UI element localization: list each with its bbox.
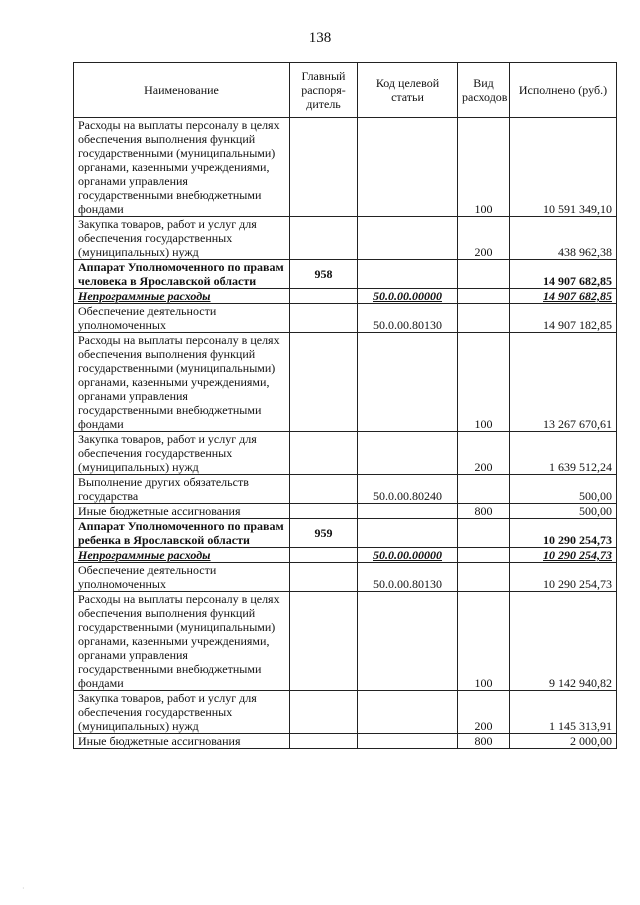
row-amount-cell: 14 907 682,85 [510, 260, 617, 289]
table-row [74, 592, 617, 691]
row-amount-cell: 14 907 182,85 [510, 304, 617, 333]
row-distributor-cell [290, 432, 358, 475]
row-expense-kind-cell: 800 [458, 734, 510, 749]
table-row [74, 691, 617, 734]
row-name-cell: Расходы на выплаты персоналу в целях обеспечения выполнения функций государственными (муниципальными) органами, казенными учреждениями, органами управления государственными внебюджетными фондами [74, 333, 290, 432]
table-row [74, 563, 617, 592]
row-expense-kind-cell: 200 [458, 691, 510, 734]
row-expense-kind-cell [458, 563, 510, 592]
row-distributor-cell: 958 [290, 260, 358, 289]
row-target-code-cell [358, 118, 458, 217]
table-row [74, 734, 617, 749]
row-amount-cell: 2 000,00 [510, 734, 617, 749]
table-row [74, 304, 617, 333]
row-expense-kind-cell: 100 [458, 118, 510, 217]
header-executed: Исполнено (руб.) [510, 63, 617, 118]
row-name-cell: Закупка товаров, работ и услуг для обеспечения государственных (муниципальных) нужд [74, 691, 290, 734]
row-name-cell: Непрограммные расходы [74, 548, 290, 563]
row-distributor-cell [290, 217, 358, 260]
row-expense-kind-cell [458, 304, 510, 333]
row-expense-kind-cell [458, 260, 510, 289]
row-target-code-cell [358, 734, 458, 749]
row-target-code-cell [358, 504, 458, 519]
row-amount-cell: 10 591 349,10 [510, 118, 617, 217]
row-amount-cell: 13 267 670,61 [510, 333, 617, 432]
row-distributor-cell [290, 592, 358, 691]
row-distributor-cell [290, 304, 358, 333]
row-target-code-cell: 50.0.00.00000 [358, 289, 458, 304]
row-name-cell: Расходы на выплаты персоналу в целях обеспечения выполнения функций государственными (муниципальными) органами, казенными учреждениями, органами управления государственными внебюджетными фондами [74, 592, 290, 691]
row-name-cell: Аппарат Уполномоченного по правам человека в Ярославской области [74, 260, 290, 289]
row-amount-cell: 10 290 254,73 [510, 548, 617, 563]
row-target-code-cell [358, 260, 458, 289]
table-row [74, 548, 617, 563]
row-expense-kind-cell: 100 [458, 592, 510, 691]
row-expense-kind-cell [458, 519, 510, 548]
row-expense-kind-cell: 200 [458, 432, 510, 475]
row-distributor-cell [290, 333, 358, 432]
table-row [74, 519, 617, 548]
page-number: 138 [308, 30, 332, 46]
row-target-code-cell: 50.0.00.80130 [358, 304, 458, 333]
table-row [74, 260, 617, 289]
table-row [74, 475, 617, 504]
row-target-code-cell: 50.0.00.80130 [358, 563, 458, 592]
row-amount-cell: 500,00 [510, 504, 617, 519]
table-body [74, 118, 617, 749]
row-distributor-cell [290, 563, 358, 592]
header-distributor: Главный распоря-дитель [290, 63, 358, 118]
row-distributor-cell [290, 504, 358, 519]
row-target-code-cell [358, 432, 458, 475]
row-target-code-cell [358, 592, 458, 691]
row-name-cell: Иные бюджетные ассигнования [74, 734, 290, 749]
row-expense-kind-cell: 800 [458, 504, 510, 519]
row-expense-kind-cell [458, 475, 510, 504]
row-expense-kind-cell [458, 289, 510, 304]
row-name-cell: Выполнение других обязательств государства [74, 475, 290, 504]
table-row [74, 289, 617, 304]
table-row [74, 504, 617, 519]
table-header-row [74, 63, 617, 118]
row-amount-cell: 1 639 512,24 [510, 432, 617, 475]
row-target-code-cell [358, 333, 458, 432]
row-name-cell: Непрограммные расходы [74, 289, 290, 304]
row-distributor-cell [290, 548, 358, 563]
table-row [74, 432, 617, 475]
row-distributor-cell [290, 118, 358, 217]
row-name-cell: Обеспечение деятельности уполномоченных [74, 563, 290, 592]
row-amount-cell: 500,00 [510, 475, 617, 504]
row-expense-kind-cell: 100 [458, 333, 510, 432]
row-name-cell: Иные бюджетные ассигнования [74, 504, 290, 519]
row-distributor-cell [290, 475, 358, 504]
row-amount-cell: 1 145 313,91 [510, 691, 617, 734]
header-target-code: Код целевой статьи [358, 63, 458, 118]
row-name-cell: Закупка товаров, работ и услуг для обеспечения государственных (муниципальных) нужд [74, 432, 290, 475]
row-target-code-cell [358, 217, 458, 260]
row-amount-cell: 14 907 682,85 [510, 289, 617, 304]
row-target-code-cell: 50.0.00.00000 [358, 548, 458, 563]
row-expense-kind-cell [458, 548, 510, 563]
row-distributor-cell [290, 289, 358, 304]
row-expense-kind-cell: 200 [458, 217, 510, 260]
row-distributor-cell: 959 [290, 519, 358, 548]
table-row [74, 118, 617, 217]
row-amount-cell: 9 142 940,82 [510, 592, 617, 691]
row-target-code-cell: 50.0.00.80240 [358, 475, 458, 504]
row-name-cell: Расходы на выплаты персоналу в целях обеспечения выполнения функций государственными (муниципальными) органами, казенными учреждениями, органами управления государственными внебюджетными фондами [74, 118, 290, 217]
margin-mark: · [22, 884, 25, 893]
row-amount-cell: 10 290 254,73 [510, 563, 617, 592]
table-row [74, 333, 617, 432]
row-target-code-cell [358, 691, 458, 734]
header-expense-kind: Вид расходов [458, 63, 510, 118]
budget-execution-table [73, 62, 617, 749]
table-row [74, 217, 617, 260]
row-name-cell: Аппарат Уполномоченного по правам ребенка в Ярославской области [74, 519, 290, 548]
row-target-code-cell [358, 519, 458, 548]
row-name-cell: Обеспечение деятельности уполномоченных [74, 304, 290, 333]
header-name: Наименование [74, 63, 290, 118]
row-distributor-cell [290, 691, 358, 734]
row-distributor-cell [290, 734, 358, 749]
row-amount-cell: 10 290 254,73 [510, 519, 617, 548]
row-name-cell: Закупка товаров, работ и услуг для обеспечения государственных (муниципальных) нужд [74, 217, 290, 260]
row-amount-cell: 438 962,38 [510, 217, 617, 260]
